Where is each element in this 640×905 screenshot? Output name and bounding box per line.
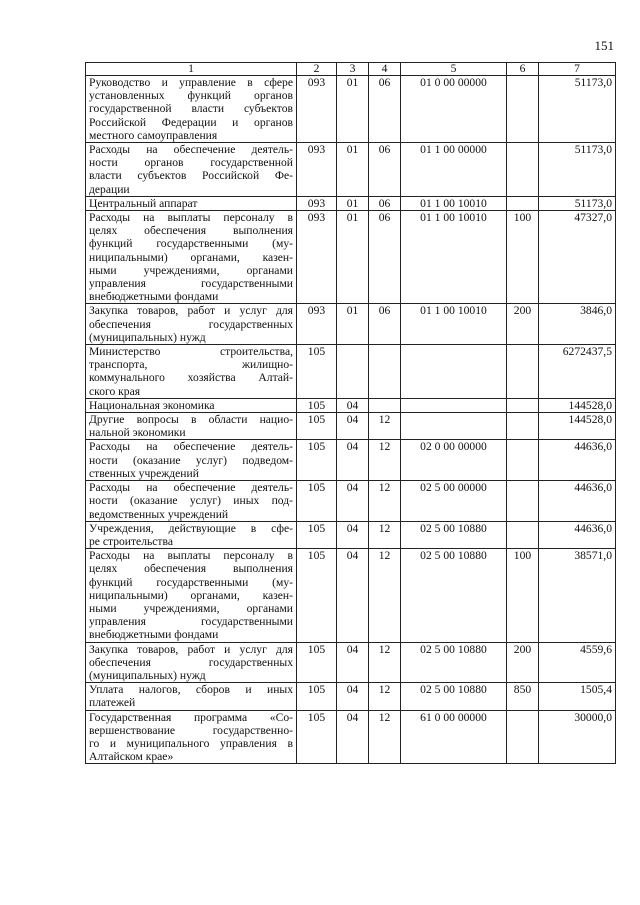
row-name-cell — [86, 521, 297, 548]
row-name-line: ности органов государственной — [89, 156, 293, 170]
row-name-line: нальной экономики — [89, 426, 186, 440]
expense-type-cell: 100 — [507, 549, 539, 642]
row-name-cell — [86, 440, 297, 481]
row-name-line: коммунального хозяйства Алтай- — [89, 371, 293, 385]
ministry-code-cell: 093 — [297, 76, 337, 143]
amount-cell: 44636,0 — [539, 521, 616, 548]
row-name-cell — [86, 710, 297, 764]
expense-type-cell: 200 — [507, 304, 539, 345]
subsection-code-cell: 06 — [369, 196, 401, 210]
row-name-line: Другие вопросы в области нацио- — [89, 413, 293, 427]
table-row — [86, 710, 616, 764]
section-code-cell: 04 — [337, 642, 369, 683]
header-cell: 1 — [86, 63, 297, 76]
section-code-cell: 04 — [337, 398, 369, 412]
ministry-code-cell: 105 — [297, 440, 337, 481]
target-article-cell: 01 1 00 10010 — [401, 304, 507, 345]
table-row — [86, 481, 616, 522]
row-name-line: Российской Федерации и органов — [89, 115, 293, 129]
subsection-code-cell: 06 — [369, 76, 401, 143]
row-name-cell — [86, 413, 297, 440]
row-name-line: обеспечения государственных — [89, 655, 293, 669]
row-name-line: ственных учреждений — [89, 466, 199, 480]
ministry-code-cell: 093 — [297, 211, 337, 304]
subsection-code-cell: 06 — [369, 304, 401, 345]
table-row — [86, 642, 616, 683]
row-name-line: установленных функций органов — [89, 89, 293, 103]
expense-type-cell — [507, 521, 539, 548]
target-article-cell: 02 5 00 10880 — [401, 642, 507, 683]
row-name-cell — [86, 304, 297, 345]
table-row — [86, 413, 616, 440]
table-row — [86, 440, 616, 481]
row-name-line: Государственная программа «Со- — [89, 710, 293, 724]
row-name-cell — [86, 196, 297, 210]
table-row — [86, 521, 616, 548]
subsection-code-cell — [369, 345, 401, 399]
section-code-cell: 04 — [337, 481, 369, 522]
row-name-line: ниципальными) органами, казен- — [89, 588, 293, 602]
subsection-code-cell: 12 — [369, 642, 401, 683]
ministry-code-cell: 105 — [297, 710, 337, 764]
expense-type-cell — [507, 710, 539, 764]
header-cell: 6 — [507, 63, 539, 76]
target-article-cell: 61 0 00 00000 — [401, 710, 507, 764]
header-cell: 7 — [539, 63, 616, 76]
target-article-cell: 02 5 00 10880 — [401, 549, 507, 642]
row-name-line: Закупка товаров, работ и услуг для — [89, 304, 293, 318]
expense-type-cell: 200 — [507, 642, 539, 683]
header-cell: 2 — [297, 63, 337, 76]
section-code-cell: 01 — [337, 76, 369, 143]
row-name-line: ности (оказание услуг) подведом- — [89, 453, 293, 467]
ministry-code-cell: 105 — [297, 398, 337, 412]
row-name-line: власти субъектов Российской Фе- — [89, 169, 293, 183]
expense-type-cell — [507, 413, 539, 440]
section-code-cell: 04 — [337, 521, 369, 548]
table-row — [86, 211, 616, 304]
amount-cell: 51173,0 — [539, 143, 616, 197]
expense-type-cell — [507, 143, 539, 197]
row-name-cell — [86, 211, 297, 304]
target-article-cell: 02 5 00 00000 — [401, 481, 507, 522]
row-name-line: Алтайском крае» — [89, 750, 174, 764]
header-cell: 5 — [401, 63, 507, 76]
subsection-code-cell: 12 — [369, 549, 401, 642]
row-name-line: ведомственных учреждений — [89, 507, 229, 521]
subsection-code-cell: 12 — [369, 413, 401, 440]
section-code-cell: 01 — [337, 211, 369, 304]
subsection-code-cell: 06 — [369, 211, 401, 304]
row-name-line: Центральный аппарат — [89, 196, 198, 210]
table-row — [86, 76, 616, 143]
subsection-code-cell: 12 — [369, 440, 401, 481]
amount-cell: 144528,0 — [539, 398, 616, 412]
budget-table — [85, 62, 616, 764]
row-name-line: функций государственными (му- — [89, 237, 293, 251]
header-cell: 3 — [337, 63, 369, 76]
table-row — [86, 398, 616, 412]
row-name-line: Расходы на обеспечение деятель- — [89, 440, 293, 454]
row-name-line: ности (оказание услуг) иных под- — [89, 494, 293, 508]
row-name-cell — [86, 481, 297, 522]
row-name-line: функций государственными (му- — [89, 575, 293, 589]
row-name-line: (муниципальных) нужд — [89, 330, 206, 344]
row-name-line: платежей — [89, 696, 136, 710]
row-name-line: транспорта, жилищно- — [89, 358, 293, 372]
subsection-code-cell: 12 — [369, 710, 401, 764]
row-name-line: Руководство и управление в сфере — [89, 76, 293, 89]
row-name-line: Расходы на обеспечение деятель- — [89, 143, 293, 157]
section-code-cell: 01 — [337, 304, 369, 345]
amount-cell: 30000,0 — [539, 710, 616, 764]
row-name-line: государственной власти субъектов — [89, 102, 293, 116]
section-code-cell: 04 — [337, 683, 369, 710]
subsection-code-cell: 12 — [369, 683, 401, 710]
table-row — [86, 345, 616, 399]
subsection-code-cell — [369, 398, 401, 412]
row-name-cell — [86, 76, 297, 143]
amount-cell: 38571,0 — [539, 549, 616, 642]
section-code-cell: 01 — [337, 143, 369, 197]
amount-cell: 4559,6 — [539, 642, 616, 683]
row-name-line: Расходы на выплаты персоналу в — [89, 549, 293, 563]
amount-cell: 3846,0 — [539, 304, 616, 345]
row-name-line: Расходы на обеспечение деятель- — [89, 481, 293, 495]
table-row — [86, 196, 616, 210]
table-row — [86, 304, 616, 345]
ministry-code-cell: 105 — [297, 521, 337, 548]
row-name-cell — [86, 642, 297, 683]
ministry-code-cell: 105 — [297, 481, 337, 522]
amount-cell: 1505,4 — [539, 683, 616, 710]
target-article-cell: 02 5 00 10880 — [401, 683, 507, 710]
row-name-line: Закупка товаров, работ и услуг для — [89, 642, 293, 656]
row-name-line: Расходы на выплаты персоналу в — [89, 211, 293, 225]
amount-cell: 51173,0 — [539, 76, 616, 143]
amount-cell: 47327,0 — [539, 211, 616, 304]
row-name-line: ными учреждениями, органами — [89, 601, 293, 615]
row-name-line: (муниципальных) нужд — [89, 668, 206, 682]
row-name-line: Уплата налогов, сборов и иных — [89, 683, 293, 697]
expense-type-cell — [507, 398, 539, 412]
target-article-cell: 02 5 00 10880 — [401, 521, 507, 548]
section-code-cell: 01 — [337, 196, 369, 210]
section-code-cell — [337, 345, 369, 399]
target-article-cell — [401, 398, 507, 412]
subsection-code-cell: 12 — [369, 521, 401, 548]
ministry-code-cell: 093 — [297, 304, 337, 345]
ministry-code-cell: 105 — [297, 642, 337, 683]
expense-type-cell — [507, 440, 539, 481]
target-article-cell — [401, 413, 507, 440]
row-name-line: ре строительства — [89, 534, 173, 548]
subsection-code-cell: 06 — [369, 143, 401, 197]
row-name-line: целях обеспечения выполнения — [89, 224, 293, 238]
section-code-cell: 04 — [337, 413, 369, 440]
row-name-cell — [86, 683, 297, 710]
expense-type-cell: 100 — [507, 211, 539, 304]
amount-cell: 6272437,5 — [539, 345, 616, 399]
row-name-cell — [86, 345, 297, 399]
row-name-line: управления государственными — [89, 277, 293, 291]
row-name-line: го и муниципального управления в — [89, 736, 293, 750]
table-row — [86, 683, 616, 710]
row-name-line: вершенствование государственно- — [89, 723, 293, 737]
row-name-line: Министерство строительства, — [89, 345, 293, 359]
table-header-row — [86, 63, 616, 76]
row-name-line: ными учреждениями, органами — [89, 263, 293, 277]
ministry-code-cell: 105 — [297, 549, 337, 642]
row-name-cell — [86, 398, 297, 412]
table-row — [86, 143, 616, 197]
ministry-code-cell: 105 — [297, 345, 337, 399]
target-article-cell: 01 1 00 00000 — [401, 143, 507, 197]
section-code-cell: 04 — [337, 710, 369, 764]
table-row — [86, 549, 616, 642]
table-body — [86, 76, 616, 764]
target-article-cell: 01 1 00 10010 — [401, 211, 507, 304]
header-cell: 4 — [369, 63, 401, 76]
row-name-line: Национальная экономика — [89, 398, 215, 412]
row-name-line: внебюджетными фондами — [89, 628, 219, 642]
target-article-cell: 01 0 00 00000 — [401, 76, 507, 143]
ministry-code-cell: 093 — [297, 143, 337, 197]
amount-cell: 51173,0 — [539, 196, 616, 210]
amount-cell: 44636,0 — [539, 481, 616, 522]
row-name-line: внебюджетными фондами — [89, 290, 219, 304]
page-number: 151 — [594, 38, 614, 53]
row-name-cell — [86, 143, 297, 197]
row-name-line: управления государственными — [89, 615, 293, 629]
expense-type-cell — [507, 345, 539, 399]
section-code-cell: 04 — [337, 549, 369, 642]
row-name-line: ского края — [89, 384, 141, 398]
row-name-line: целях обеспечения выполнения — [89, 562, 293, 576]
expense-type-cell — [507, 481, 539, 522]
ministry-code-cell: 105 — [297, 683, 337, 710]
subsection-code-cell: 12 — [369, 481, 401, 522]
amount-cell: 44636,0 — [539, 440, 616, 481]
ministry-code-cell: 105 — [297, 413, 337, 440]
target-article-cell: 02 0 00 00000 — [401, 440, 507, 481]
expense-type-cell — [507, 196, 539, 210]
expense-type-cell — [507, 76, 539, 143]
row-name-line: местного самоуправления — [89, 128, 218, 142]
expense-type-cell: 850 — [507, 683, 539, 710]
row-name-line: Учреждения, действующие в сфе- — [89, 521, 293, 535]
target-article-cell — [401, 345, 507, 399]
ministry-code-cell: 093 — [297, 196, 337, 210]
section-code-cell: 04 — [337, 440, 369, 481]
target-article-cell: 01 1 00 10010 — [401, 196, 507, 210]
row-name-line: ниципальными) органами, казен- — [89, 250, 293, 264]
row-name-cell — [86, 549, 297, 642]
amount-cell: 144528,0 — [539, 413, 616, 440]
row-name-line: дерации — [89, 182, 130, 196]
row-name-line: обеспечения государственных — [89, 317, 293, 331]
